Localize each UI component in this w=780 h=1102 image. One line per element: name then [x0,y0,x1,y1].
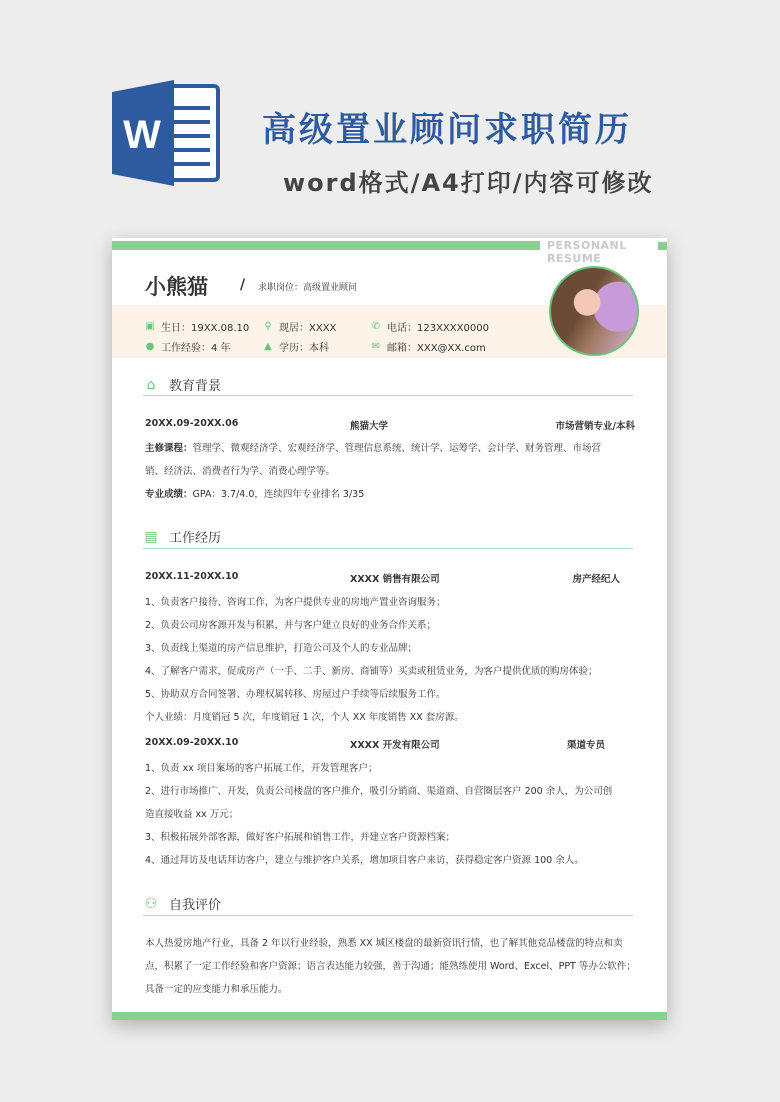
courses-text: 管理学、微观经济学、宏观经济学、管理信息系统、统计学、运筹学、会计学、财务管理、市场营 [192,443,602,454]
job-role: 房产经纪人 [572,574,620,585]
self-line: 点，积累了一定工作经验和客户资源；语言表达能力较强，善于沟通；能熟练使用 Word、Excel、PPT 等办公软件； [145,961,636,972]
info-text: 邮箱：XXX@XX.com [387,343,486,354]
section-self [143,894,221,913]
grade-text: GPA：3.7/4.0，连续四年专业排名 3/35 [192,489,365,500]
resume-page [112,238,667,1020]
resume-tag: PERSONANL RESUME [547,239,627,265]
divider [143,915,633,916]
section-title: 教育背景 [169,379,222,394]
job-line: 5、协助双方合同签署、办理权属转移、房屋过户手续等后续服务工作。 [145,689,446,700]
job-date: 20XX.09-20XX.10 [145,737,239,748]
job-header [145,737,605,751]
self-line: 具备一定的应变能力和承压能力。 [145,984,288,995]
job-role: 渠道专员 [566,740,605,751]
add-user-icon: ⚇ [144,895,158,912]
job-line: 个人业绩：月度销冠 5 次，年度销冠 1 次，个人 XX 年度销售 XX 套房源。 [145,712,464,723]
edu-major: 市场营销专业/本科 [555,421,635,432]
job-line: 1、负责 xx 项目案场的客户拓展工作，开发管理客户； [145,763,378,774]
top-bar [112,241,540,250]
job-target: 求职岗位：高级置业顾问 [258,283,358,293]
job-header [145,571,620,585]
job-line: 2、进行市场推广、开发，负责公司楼盘的客户推介，吸引分销商、渠道商、自营圈层客户 200 余人，为公司创 [145,786,613,797]
info-text: 生日：19XX.08.10 [161,323,250,334]
info-birthday [145,319,249,334]
briefcase-icon: ▤ [144,528,158,545]
grade-line [145,486,635,500]
job-company: XXXX 销售有限公司 [350,574,440,585]
job-line: 3、积极拓展外部客源，做好客户拓展和销售工作，并建立客户资源档案； [145,832,456,843]
divider [143,395,633,396]
edu-school: 熊猫大学 [350,421,389,432]
candidate-name: 小熊猫 [145,275,208,299]
word-icon [112,80,222,186]
job-line: 4、通过拜访及电话拜访客户，建立与维护客户关系，增加项目客户来访，获得稳定客户资源 100 余人。 [145,855,584,866]
graduation-cap-icon: ⌂ [146,376,156,393]
info-text: 现居：XXXX [279,323,337,334]
grade-label: 专业成绩： [145,489,193,500]
edu-date: 20XX.09-20XX.06 [145,418,239,429]
education-header [145,418,635,432]
job-line: 造直接收益 xx 万元； [145,809,239,820]
section-title: 工作经历 [169,531,222,546]
divider [143,548,633,549]
page-subtitle: word格式/A4打印/内容可修改 [283,169,654,197]
bottom-bar [112,1012,667,1020]
courses-label: 主修课程： [145,443,193,454]
location-icon: ⚲ [264,321,272,332]
info-experience [145,339,231,354]
section-work [143,527,221,546]
courses-line [145,440,635,454]
info-phone [371,319,489,334]
info-text: 学历：本科 [279,343,329,354]
job-line: 1、负责客户接待、咨询工作，为客户提供专业的房地产置业咨询服务； [145,597,446,608]
calendar-icon: ▣ [145,321,155,332]
person-icon: ● [145,341,155,352]
job-line: 3、负责线上渠道的房产信息维护，打造公司及个人的专业品牌； [145,643,418,654]
info-text: 工作经验：4 年 [161,343,231,354]
courses-text-cont: 销、经济法、消费者行为学、消费心理学等。 [145,466,336,477]
info-text: 电话：123XXXX0000 [387,323,489,334]
job-line: 4、了解客户需求，促成房产（一手、二手、新房、商铺等）买卖或租赁业务，为客户提供优质的购房体验； [145,666,598,677]
job-line: 2、负责公司房客源开发与积累，并与客户建立良好的业务合作关系； [145,620,437,631]
info-email [371,339,486,354]
page-title: 高级置业顾问求职简历 [262,110,632,150]
info-education [263,339,329,354]
tag-square [658,242,667,250]
self-line: 本人热爱房地产行业，具备 2 年以行业经验，熟悉 XX 城区楼盘的最新资讯行情，也了解其他竞品楼盘的特点和卖 [145,938,623,949]
section-education [143,375,221,394]
graduation-cap-icon: ▲ [264,341,272,352]
name-separator: / [240,277,246,293]
phone-icon: ✆ [371,321,381,332]
section-title: 自我评价 [169,898,222,913]
job-date: 20XX.11-20XX.10 [145,571,239,582]
word-letter: W [123,113,161,157]
job-company: XXXX 开发有限公司 [350,740,440,751]
info-residence [263,319,336,334]
mail-icon: ✉ [371,341,381,352]
avatar-photo [549,266,639,356]
